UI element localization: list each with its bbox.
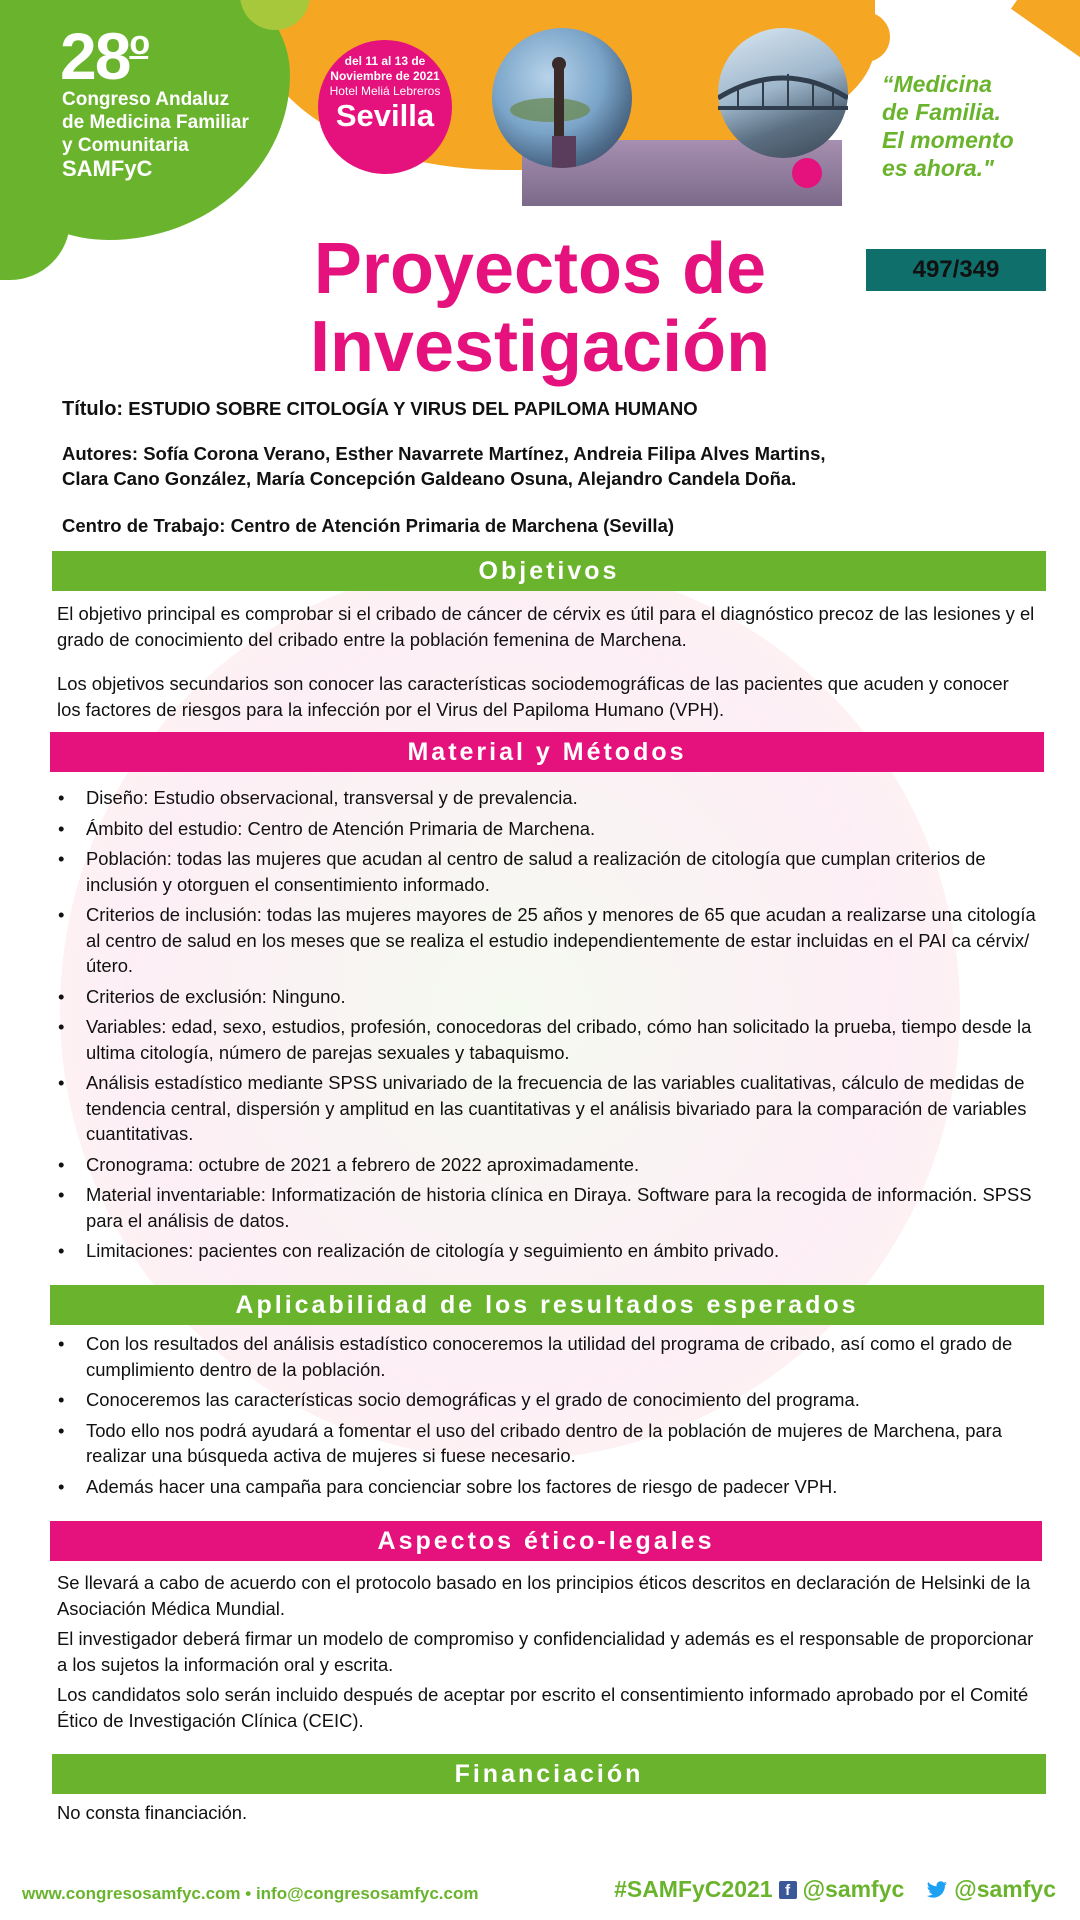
- congress-number: [60, 18, 148, 94]
- list-item: • Análisis estadístico mediante SPSS univariado de la frecuencia de las variables cualitativas, cálculo de medidas de tendencia central, dispersión y amplitud en las cuantitativas y el análisis bivariado para la comparación de variables cuantitativas.: [58, 1070, 1043, 1147]
- list-item: • Limitaciones: pacientes con realización de citología y seguimiento en ámbito privado.: [58, 1238, 1043, 1264]
- poster-title: [260, 230, 820, 386]
- poster-title-line-2: Investigación: [309, 307, 771, 387]
- list-item: • Población: todas las mujeres que acudan al centro de salud a realización de citología que cumplan criterios de inclusión y otorguen el consentimiento informado.: [58, 846, 1043, 897]
- poster-code-badge: 497/349: [866, 249, 1046, 291]
- header-magenta-dot: [792, 158, 822, 188]
- motto-line-2: de Familia.: [882, 99, 1001, 125]
- motto-line-3: El momento: [882, 127, 1014, 153]
- footer-contact: www.congresosamfyc.com • info@congresosamfyc.com: [22, 1884, 479, 1903]
- congress-motto: [882, 70, 1062, 182]
- statue-photo: [492, 28, 632, 168]
- list-item: • Cronograma: octubre de 2021 a febrero de 2022 aproximadamente.: [58, 1152, 1043, 1178]
- aplicabilidad-list: [58, 1331, 1043, 1504]
- metodos-heading: Material y Métodos: [50, 732, 1044, 772]
- header-orange-stripe: [1011, 0, 1080, 60]
- list-item: • Conoceremos las características socio demográficas y el grado de conocimiento del programa.: [58, 1387, 1043, 1413]
- event-dates-line-2: Noviembre de 2021: [330, 69, 440, 83]
- list-item: • Criterios de inclusión: todas las mujeres mayores de 25 años y menores de 65 que acudan a realizarse una citología al centro de salud en los meses que se realiza el estudio independientemente de estar incluidas en el PAI ca cérvix/útero.: [58, 902, 1043, 979]
- bridge-illustration: [718, 28, 848, 158]
- congress-name-line-2: de Medicina Familiar: [62, 112, 249, 133]
- header-green-tail: [0, 170, 70, 280]
- footer-hashtag: #SAMFyC2021: [614, 1876, 773, 1902]
- poster-title-line-1: Proyectos de: [313, 229, 767, 309]
- footer-social: [614, 1876, 1056, 1903]
- study-title-value: ESTUDIO SOBRE CITOLOGÍA Y VIRUS DEL PAPILOMA HUMANO: [128, 398, 698, 419]
- etica-paragraph-3: Los candidatos solo serán incluido después de aceptar por escrito el consentimiento informado aprobado por el Comité Ético de Investigación Clínica (CEIC).: [57, 1684, 1029, 1731]
- financiacion-heading: Financiación: [52, 1754, 1046, 1794]
- list-item: • Con los resultados del análisis estadístico conoceremos la utilidad del programa de cribado, así como el grado de cumplimiento dentro de la población.: [58, 1331, 1043, 1382]
- list-item: • Ámbito del estudio: Centro de Atención Primaria de Marchena.: [58, 816, 1043, 842]
- etica-paragraph-1: Se llevará a cabo de acuerdo con el protocolo basado en los principios éticos descritos en declaración de Helsinki de la Asociación Médica Mundial.: [57, 1572, 1031, 1619]
- footer-facebook-handle: @samfyc: [802, 1876, 905, 1902]
- congress-number-ordinal: o: [129, 24, 149, 62]
- bridge-photo: [718, 28, 848, 158]
- list-item: • Variables: edad, sexo, estudios, profesión, conocedoras del cribado, cómo han solicitado la prueba, tiempo desde la ultima citología, número de parejas sexuales y tabaquismo.: [58, 1014, 1043, 1065]
- facebook-icon: f: [779, 1881, 797, 1899]
- objetivos-paragraph-1: El objetivo principal es comprobar si el cribado de cáncer de cérvix es útil para el diagnóstico precoz de las lesiones y el grado de conocimiento del cribado entre la población femenina de Marchena.: [57, 603, 1035, 650]
- list-item: • Además hacer una campaña para concienciar sobre los factores de riesgo de padecer VPH.: [58, 1474, 1043, 1500]
- list-item: • Diseño: Estudio observacional, transversal y de prevalencia.: [58, 785, 1043, 811]
- metodos-list: [58, 785, 1043, 1269]
- objetivos-heading: Objetivos: [52, 551, 1046, 591]
- study-title: [62, 398, 698, 421]
- authors-line-1: Autores: Sofía Corona Verano, Esther Navarrete Martínez, Andreia Filipa Alves Martins,: [62, 443, 826, 464]
- list-item: • Todo ello nos podrá ayudará a fomentar el uso del cribado dentro de la población de mujeres de Marchena, para realizar una búsqueda activa de mujeres si fuese necesario.: [58, 1418, 1043, 1469]
- etica-heading: Aspectos ético-legales: [50, 1521, 1042, 1561]
- event-date-badge: [318, 40, 452, 174]
- twitter-icon: [926, 1881, 948, 1899]
- motto-line-1: “Medicina: [882, 71, 992, 97]
- footer-twitter-handle: @samfyc: [954, 1876, 1056, 1902]
- event-dates-line-1: del 11 al 13 de: [344, 54, 426, 68]
- event-hotel: Hotel Meliá Lebreros: [329, 84, 441, 98]
- list-item: • Criterios de exclusión: Ninguno.: [58, 984, 1043, 1010]
- motto-line-4: es ahora.": [882, 155, 994, 181]
- aplicabilidad-heading: Aplicabilidad de los resultados esperados: [50, 1285, 1044, 1325]
- etica-paragraph-2: El investigador deberá firmar un modelo de compromiso y confidencialidad y además es el responsable de proporcionar a los sujetos la información oral y escrita.: [57, 1628, 1034, 1675]
- list-item: • Material inventariable: Informatización de historia clínica en Diraya. Software para la recogida de información. SPSS para el análisis de datos.: [58, 1182, 1043, 1233]
- objetivos-paragraph-2: Los objetivos secundarios son conocer las características sociodemográficas de las pacientes que acuden y conocer los factores de riesgos para la infección por el Virus del Papiloma Humano (VPH).: [57, 673, 1009, 720]
- event-city: Sevilla: [335, 98, 435, 133]
- study-title-label: Título:: [62, 398, 124, 420]
- congress-name-line-1: Congreso Andaluz: [62, 89, 230, 110]
- congress-number-value: 28: [60, 19, 130, 93]
- work-center: Centro de Trabajo: Centro de Atención Primaria de Marchena (Sevilla): [62, 515, 675, 536]
- congress-name-line-3: y Comunitaria: [62, 135, 189, 156]
- authors-line-2: Clara Cano González, María Concepción Galdeano Osuna, Alejandro Candela Doña.: [62, 468, 797, 489]
- statue-illustration: [492, 28, 632, 168]
- congress-org: SAMFyC: [62, 156, 153, 181]
- financiacion-text: No consta financiación.: [57, 1802, 248, 1823]
